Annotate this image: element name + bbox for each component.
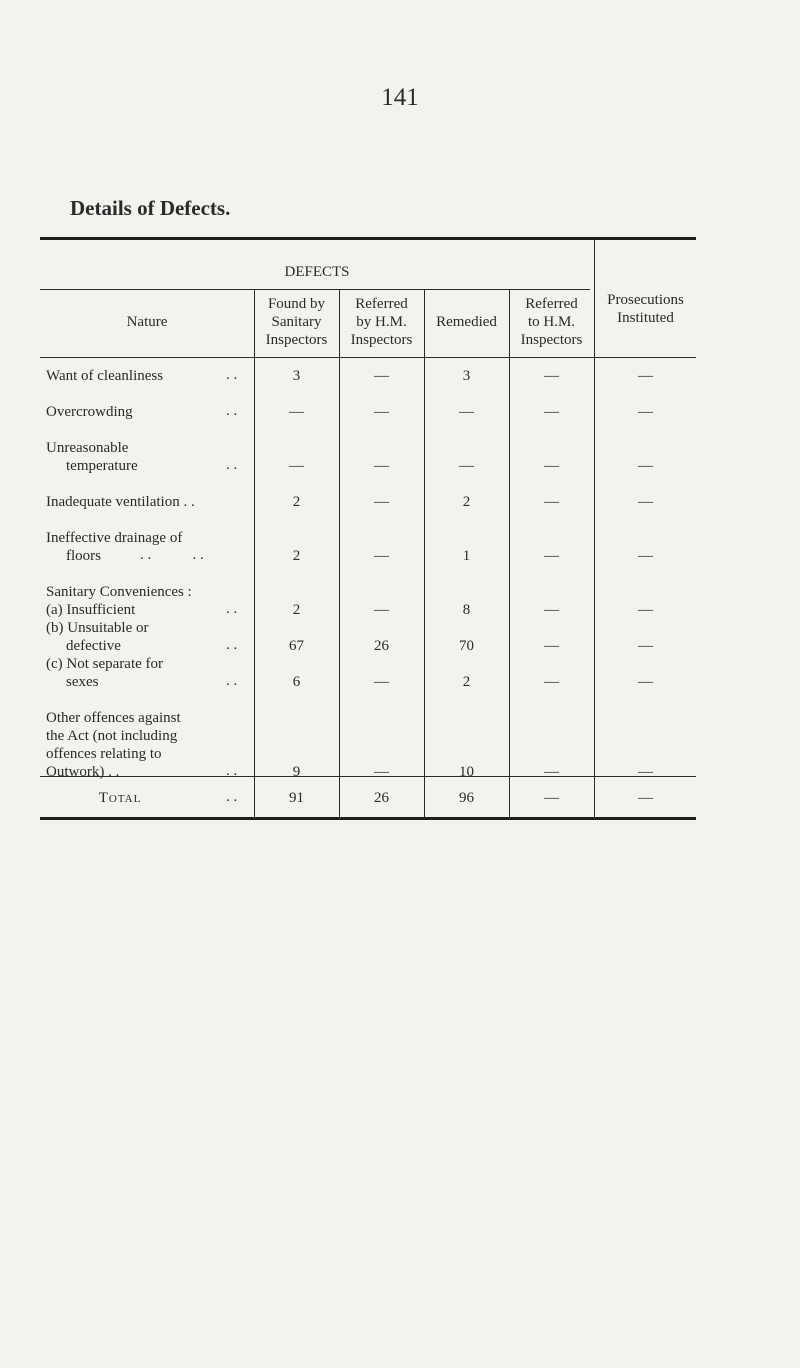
cell-prosecutions: — bbox=[638, 548, 653, 564]
prosecutions-header bbox=[595, 291, 696, 327]
leader-dots: . . . . bbox=[140, 547, 204, 563]
cell-remedied: 10 bbox=[459, 764, 474, 780]
cell-found: — bbox=[289, 458, 304, 474]
cell-referred-to: — bbox=[544, 458, 559, 474]
cell-referred-by: — bbox=[374, 458, 389, 474]
table-top-rule bbox=[40, 237, 696, 240]
cell-found: 2 bbox=[292, 602, 301, 618]
cell-remedied: 8 bbox=[462, 602, 471, 618]
cell-referred-to: — bbox=[544, 674, 559, 690]
nature-line: temperature bbox=[66, 458, 138, 474]
cell-prosecutions: — bbox=[638, 368, 653, 384]
column-header-found bbox=[254, 295, 339, 349]
cell-prosecutions: — bbox=[638, 458, 653, 474]
cell-referred-by: — bbox=[374, 602, 389, 618]
cell-prosecutions: — bbox=[638, 764, 653, 780]
nature-line: Outwork) . . bbox=[46, 764, 120, 780]
nature-line: Other offences against bbox=[46, 710, 181, 726]
column-header-referred-by bbox=[339, 295, 424, 349]
leader-dots: . . bbox=[226, 673, 238, 689]
cell-prosecutions: — bbox=[638, 602, 653, 618]
row-nature bbox=[46, 583, 266, 601]
cell-referred-to: — bbox=[544, 368, 559, 384]
cell-found: 2 bbox=[292, 494, 301, 510]
header-line: Prosecutions bbox=[607, 292, 684, 308]
total-remedied: 96 bbox=[459, 790, 474, 806]
cell-remedied: 3 bbox=[462, 368, 471, 384]
cell-remedied: — bbox=[459, 404, 474, 420]
cell-referred-to: — bbox=[544, 764, 559, 780]
header-line: by H.M. bbox=[356, 314, 407, 330]
column-header-referred-to bbox=[509, 295, 594, 349]
group-header-rule bbox=[40, 289, 590, 290]
nature-line: Unreasonable bbox=[46, 440, 129, 456]
nature-line: sexes bbox=[66, 674, 99, 690]
nature-line: Sanitary Conveniences : bbox=[46, 584, 192, 600]
cell-referred-by: — bbox=[374, 548, 389, 564]
cell-prosecutions: — bbox=[638, 674, 653, 690]
cell-remedied: 1 bbox=[462, 548, 471, 564]
cell-referred-to: — bbox=[544, 548, 559, 564]
cell-prosecutions: — bbox=[638, 404, 653, 420]
cell-referred-by: — bbox=[374, 764, 389, 780]
header-line: Remedied bbox=[436, 314, 497, 330]
column-header-remedied bbox=[424, 313, 509, 331]
cell-referred-by: — bbox=[374, 404, 389, 420]
total-prosecutions: — bbox=[638, 790, 653, 806]
nature-line: Inadequate ventilation . . bbox=[46, 494, 195, 510]
cell-referred-by: — bbox=[374, 494, 389, 510]
total-referred-by: 26 bbox=[374, 790, 389, 806]
cell-found: 9 bbox=[292, 764, 301, 780]
header-line: Nature bbox=[126, 314, 168, 330]
row-nature bbox=[46, 493, 266, 511]
header-line: Inspectors bbox=[520, 332, 583, 348]
leader-dots: . . bbox=[226, 637, 238, 653]
cell-referred-to: — bbox=[544, 602, 559, 618]
nature-line: the Act (not including bbox=[46, 728, 178, 744]
nature-line: defective bbox=[66, 638, 121, 654]
leader-dots: . . bbox=[226, 601, 238, 617]
nature-line: Ineffective drainage of bbox=[46, 530, 183, 546]
nature-line: Overcrowding bbox=[46, 404, 133, 420]
defects-table bbox=[40, 237, 696, 820]
nature-line: (a) Insufficient bbox=[46, 602, 136, 618]
total-found: 91 bbox=[289, 790, 304, 806]
cell-remedied: 2 bbox=[462, 674, 471, 690]
cell-referred-by: 26 bbox=[374, 638, 389, 654]
total-label: Total bbox=[98, 790, 142, 806]
cell-referred-to: — bbox=[544, 494, 559, 510]
nature-line: (b) Unsuitable or bbox=[46, 620, 149, 636]
cell-found: 2 bbox=[292, 548, 301, 564]
header-line: to H.M. bbox=[527, 314, 576, 330]
cell-found: 67 bbox=[289, 638, 304, 654]
header-line: Found by bbox=[267, 296, 326, 312]
header-line: Inspectors bbox=[265, 332, 328, 348]
cell-remedied: 70 bbox=[459, 638, 474, 654]
cell-referred-by: — bbox=[374, 368, 389, 384]
page-number: 141 bbox=[381, 84, 419, 111]
table-bottom-rule bbox=[40, 817, 696, 820]
header-line: Referred bbox=[355, 296, 408, 312]
total-referred-to: — bbox=[544, 790, 559, 806]
leader-dots: . . bbox=[226, 367, 238, 383]
column-header-nature bbox=[40, 313, 254, 331]
cell-referred-to: — bbox=[544, 404, 559, 420]
page-title: Details of Defects. bbox=[70, 196, 231, 220]
cell-remedied: 2 bbox=[462, 494, 471, 510]
leader-dots: . . bbox=[226, 457, 238, 473]
leader-dots: . . bbox=[226, 789, 238, 805]
nature-line: Want of cleanliness bbox=[46, 368, 164, 384]
nature-line: offences relating to bbox=[46, 746, 162, 762]
cell-prosecutions: — bbox=[638, 638, 653, 654]
header-line: Inspectors bbox=[350, 332, 413, 348]
header-line: Instituted bbox=[617, 310, 674, 326]
header-bottom-rule bbox=[40, 357, 696, 358]
cell-prosecutions: — bbox=[638, 494, 653, 510]
cell-found: 3 bbox=[292, 368, 301, 384]
cell-referred-to: — bbox=[544, 638, 559, 654]
leader-dots: . . bbox=[226, 763, 238, 779]
leader-dots: . . bbox=[226, 403, 238, 419]
nature-line: (c) Not separate for bbox=[46, 656, 164, 672]
header-line: Referred bbox=[525, 296, 578, 312]
nature-line: floors bbox=[66, 548, 101, 564]
cell-referred-by: — bbox=[374, 674, 389, 690]
header-line: Sanitary bbox=[271, 314, 322, 330]
cell-remedied: — bbox=[459, 458, 474, 474]
cell-found: 6 bbox=[292, 674, 301, 690]
cell-found: — bbox=[289, 404, 304, 420]
defects-group-header: DEFECTS bbox=[284, 264, 350, 280]
